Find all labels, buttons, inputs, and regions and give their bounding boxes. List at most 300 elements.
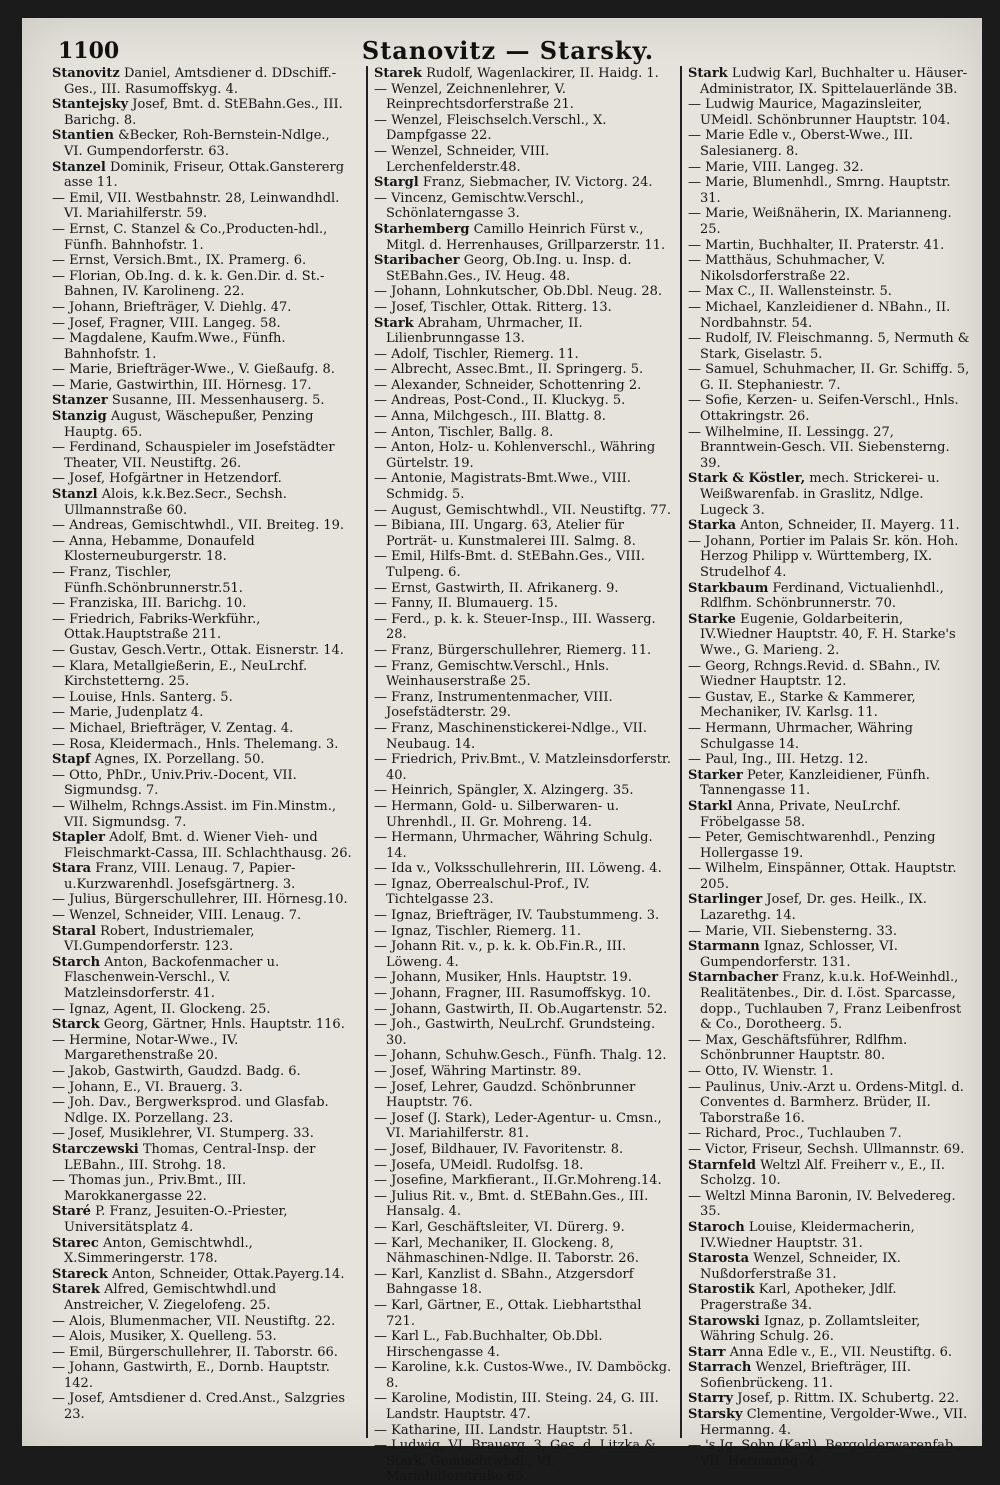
- directory-entry: [374, 378, 674, 394]
- directory-entry: [374, 877, 674, 908]
- directory-page: [22, 18, 982, 1485]
- entry-details: — Ignaz, Tischler, Riemerg. 11.: [374, 923, 582, 939]
- entry-surname: Starczewski: [52, 1141, 139, 1157]
- directory-entry: [688, 1391, 970, 1407]
- entry-surname: Stargl: [374, 175, 419, 191]
- directory-entry: [374, 518, 674, 549]
- entry-details: Susanne, III. Messenhauserg. 5.: [111, 393, 325, 409]
- entry-details: — Florian, Ob.Ing. d. k. k. Gen.Dir. d. St.-Bahnen, IV. Karolineng. 22.: [52, 268, 325, 300]
- entry-details: — Josef, Musiklehrer, VI. Stumperg. 33.: [52, 1126, 314, 1142]
- entry-details: — Wenzel, Schneider, VIII. Lenaug. 7.: [52, 908, 302, 924]
- entry-details: — Ludwig Maurice, Magazinsleiter, UMeidl. Schönbrunner Hauptstr. 104.: [688, 97, 951, 128]
- entry-surname: Starkl: [688, 798, 733, 814]
- entry-surname: Staré: [52, 1204, 91, 1220]
- directory-entry: [52, 1204, 352, 1235]
- directory-entry: [374, 783, 674, 799]
- entry-details: Franz, k.u.k. Hof-Weinhdl., Realitätenbes., Dir. d. I.öst. Sparcasse, dopp., Tuchlauben 7, Franz Leibenfrost & Co., Dorotheerg. 5.: [700, 970, 962, 1033]
- entry-surname: Stark & Köstler,: [688, 471, 806, 487]
- page-number: 1100: [58, 38, 120, 64]
- directory-entry: [688, 612, 970, 659]
- running-title: Stanovitz — Starsky.: [361, 36, 655, 65]
- entry-details: — Wilhelm, Einspänner, Ottak. Hauptstr. 205.: [688, 861, 957, 892]
- entry-surname: Staral: [52, 923, 97, 939]
- entry-details: — Rudolf, IV. Fleischmanng. 5, Nermuth & Stark, Giselastr. 5.: [688, 331, 970, 362]
- directory-entry: [52, 222, 352, 253]
- entry-details: — Franz, Tischler, Fünfh.Schönbrunnerstr.51.: [52, 565, 243, 596]
- entry-details: — Klara, Metallgießerin, E., NeuLrchf. Kirchstetterng. 25.: [52, 658, 308, 690]
- directory-entry: [374, 1048, 674, 1064]
- entry-details: — Ludwig, VI. Brauerg. 3, Ges. d. Litzka & Stark, Gemischtwhdl., VI. Mariahilferstraße 65.: [374, 1438, 656, 1485]
- directory-entry: [688, 830, 970, 861]
- entry-surname: Stanovitz: [52, 66, 120, 81]
- directory-entry: [688, 518, 970, 534]
- entry-details: Anna Edle v., E., VII. Neustiftg. 6.: [729, 1344, 952, 1360]
- directory-entry: [688, 970, 970, 1032]
- directory-entry: [374, 1267, 674, 1298]
- column-3: [680, 66, 970, 1469]
- entry-details: — Hermine, Notar-Wwe., IV. Margarethenstraße 20.: [52, 1032, 239, 1064]
- directory-entry: [52, 1126, 352, 1142]
- entry-details: — Michael, Kanzleidiener d. NBahn., II. Nordbahnstr. 54.: [688, 299, 951, 331]
- entry-details: — Samuel, Schuhmacher, II. Gr. Schiffg. 5, G. II. Stephaniestr. 7.: [688, 362, 970, 393]
- directory-entry: [688, 581, 970, 612]
- directory-entry: [52, 66, 352, 97]
- directory-entry: [688, 1360, 970, 1391]
- directory-entry: [374, 1080, 674, 1111]
- entry-details: — Otto, PhDr., Univ.Priv.-Docent, VII. Sigmundsg. 7.: [52, 767, 297, 799]
- entry-details: — Sofie, Kerzen- u. Seifen-Verschl., Hnls. Ottakringstr. 26.: [688, 393, 959, 425]
- entry-details: — Johann, E., VI. Brauerg. 3.: [52, 1079, 243, 1095]
- directory-entry: [52, 612, 352, 643]
- entry-surname: Starker: [688, 767, 743, 783]
- entry-details: — Richard, Proc., Tuchlauben 7.: [688, 1126, 902, 1142]
- entry-details: — Matthäus, Schuhmacher, V. Nikolsdorferstraße 22.: [688, 253, 886, 284]
- entry-details: &Becker, Roh-Bernstein-Ndlge., VI. Gumpendorferstr. 63.: [64, 128, 330, 159]
- directory-entry: [374, 939, 674, 970]
- entry-details: Peter, Kanzleidiener, Fünfh. Tannengasse 11.: [700, 767, 930, 799]
- directory-entry: [374, 1111, 674, 1142]
- entry-details: — Franziska, III. Barichg. 10.: [52, 596, 247, 612]
- entry-details: Anton, Schneider, II. Mayerg. 11.: [740, 518, 960, 534]
- entry-details: Karl, Apotheker, Jdlf. Pragerstraße 34.: [700, 1282, 897, 1313]
- entry-details: Robert, Industriemaler, VI.Gumpendorferstr. 123.: [64, 923, 255, 955]
- entry-details: — Wenzel, Schneider, VIII. Lerchenfelderstr.48.: [374, 143, 550, 175]
- entry-details: — Max, Geschäftsführer, Rdlfhm. Schönbrunner Hauptstr. 80.: [688, 1032, 908, 1064]
- entry-details: — Johann, Portier im Palais Sr. kön. Hoh. Herzog Philipp v. Württemberg, IX. Strudelhof 4.: [688, 533, 959, 580]
- entry-details: — Louise, Hnls. Santerg. 5.: [52, 689, 233, 705]
- entry-details: — Michael, Briefträger, V. Zentag. 4.: [52, 720, 294, 736]
- directory-entry: [52, 892, 352, 908]
- entry-details: — Josefine, Markfierant., II.Gr.Mohreng.14.: [374, 1173, 662, 1189]
- entry-details: — Hermann, Uhrmacher, Währing Schulgasse 14.: [688, 720, 913, 752]
- directory-entry: [52, 378, 352, 394]
- entry-details: — Johann Rit. v., p. k. k. Ob.Fin.R., III. Löweng. 4.: [374, 939, 627, 970]
- entry-details: — Josef (J. Stark), Leder-Agentur- u. Cmsn., VI. Mariahilferstr. 81.: [374, 1110, 662, 1142]
- entry-details: — Paul, Ing., III. Hetzg. 12.: [688, 752, 869, 768]
- directory-entry: [374, 643, 674, 659]
- entry-details: — Ignaz, Agent, II. Glockeng. 25.: [52, 1001, 271, 1017]
- entry-details: Franz, VIII. Lenaug. 7, Papier-u.Kurzwarenhdl. Josefsgärtnerg. 3.: [64, 861, 296, 892]
- entry-details: — Franz, Gemischtw.Verschl., Hnls. Weinhauserstraße 25.: [374, 658, 610, 690]
- directory-entry: [688, 471, 970, 518]
- entry-details: — Marie, VIII. Langeg. 32.: [688, 159, 864, 175]
- entry-details: — Johann, Musiker, Hnls. Hauptstr. 19.: [374, 970, 632, 986]
- directory-entry: [52, 518, 352, 534]
- directory-entry: [52, 861, 352, 892]
- entry-surname: Stantien: [52, 128, 114, 144]
- entry-details: — Karl L., Fab.Buchhalter, Ob.Dbl. Hirschengasse 4.: [374, 1329, 603, 1360]
- entry-details: Ferdinand, Victualienhdl., Rdlfhm. Schönbrunnerstr. 70.: [700, 580, 944, 612]
- directory-entry: [374, 316, 674, 347]
- directory-entry: [52, 643, 352, 659]
- entry-surname: Stara: [52, 861, 92, 877]
- entry-details: — Joh., Gastwirth, NeuLrchf. Grundsteing. 30.: [374, 1017, 656, 1048]
- entry-details: — Wilhelm, Rchngs.Assist. im Fin.Minstm., VII. Sigmundsg. 7.: [52, 798, 337, 830]
- entry-details: — Johann, Gastwirth, E., Dornb. Hauptstr. 142.: [52, 1360, 330, 1391]
- entry-surname: Stanzel: [52, 159, 106, 175]
- entry-surname: Starkbaum: [688, 580, 769, 596]
- directory-entry: [374, 191, 674, 222]
- directory-entry: [374, 970, 674, 986]
- entry-details: Louise, Kleidermacherin, IV.Wiedner Hauptstr. 31.: [700, 1219, 915, 1251]
- entry-details: — Heinrich, Spängler, X. Alzingerg. 35.: [374, 783, 634, 799]
- directory-entry: [688, 768, 970, 799]
- directory-entry: [374, 1220, 674, 1236]
- directory-entry: [52, 1033, 352, 1064]
- directory-entry: [374, 1017, 674, 1048]
- entry-details: — Josef, Fragner, VIII. Langeg. 58.: [52, 315, 281, 331]
- entry-details: Wenzel, Briefträger, III. Sofienbrückeng. 11.: [700, 1360, 912, 1391]
- entry-details: — Friedrich, Fabriks-Werkführ., Ottak.Hauptstraße 211.: [52, 611, 261, 643]
- directory-entry: [374, 253, 674, 284]
- directory-entry: [374, 175, 674, 191]
- directory-entry: [688, 752, 970, 768]
- entry-details: Josef, p. Rittm. IX. Schubertg. 22.: [737, 1391, 960, 1407]
- directory-entry: [374, 752, 674, 783]
- directory-entry: [374, 1173, 674, 1189]
- entry-details: — Albrecht, Assec.Bmt., II. Springerg. 5.: [374, 362, 644, 378]
- directory-entry: [688, 659, 970, 690]
- entry-surname: Stapf: [52, 752, 91, 768]
- entry-surname: Starec: [52, 1235, 99, 1251]
- directory-entry: [374, 300, 674, 316]
- directory-entry: [688, 861, 970, 892]
- column-2: [366, 66, 674, 1485]
- directory-columns: [52, 66, 970, 1485]
- entry-details: — Ignaz, Oberrealschul-Prof., IV. Tichtelgasse 23.: [374, 876, 590, 908]
- directory-entry: [374, 503, 674, 519]
- entry-details: Georg, Gärtner, Hnls. Hauptstr. 116.: [103, 1017, 345, 1033]
- entry-details: Dominik, Friseur, Ottak.Ganstererg asse 11.: [64, 159, 345, 191]
- directory-entry: [52, 128, 352, 159]
- entry-details: — Anton, Tischler, Ballg. 8.: [374, 424, 554, 440]
- directory-entry: [52, 659, 352, 690]
- entry-details: — Karl, Kanzlist d. SBahn., Atzgersdorf Bahngasse 18.: [374, 1266, 634, 1298]
- directory-entry: [374, 861, 674, 877]
- directory-entry: [52, 908, 352, 924]
- directory-entry: [688, 892, 970, 923]
- entry-details: — Wilhelmine, II. Lessingg. 27, Branntwein-Gesch. VII. Siebensterng. 39.: [688, 424, 950, 471]
- directory-entry: [374, 1189, 674, 1220]
- directory-entry: [374, 659, 674, 690]
- entry-details: Rudolf, Wagenlackirer, II. Haidg. 1.: [426, 66, 659, 81]
- entry-surname: Stapler: [52, 830, 105, 846]
- directory-entry: [688, 1064, 970, 1080]
- entry-details: — Karl, Gärtner, E., Ottak. Liebhartsthal 721.: [374, 1297, 642, 1329]
- entry-details: Anton, Backofenmacher u. Flaschenwein-Verschl., V. Matzleinsdorferstr. 41.: [64, 954, 280, 1002]
- entry-details: Eugenie, Goldarbeiterin, IV.Wiedner Hauptstr. 40, F. H. Starke's Wwe., G. Marieng. 2.: [700, 611, 956, 658]
- directory-entry: [688, 1438, 970, 1469]
- directory-entry: [374, 830, 674, 861]
- directory-entry: [688, 175, 970, 206]
- entry-details: Wenzel, Schneider, IX. Nußdorferstraße 31.: [700, 1251, 901, 1282]
- directory-entry: [374, 596, 674, 612]
- directory-entry: [374, 144, 674, 175]
- entry-details: — Hermann, Uhrmacher, Währing Schulg. 14.: [374, 830, 653, 861]
- entry-surname: Starch: [52, 954, 101, 970]
- entry-details: — Marie, Blumenhdl., Smrng. Hauptstr. 31.: [688, 175, 951, 206]
- directory-entry: [374, 425, 674, 441]
- entry-surname: Starnfeld: [688, 1157, 757, 1173]
- directory-entry: [52, 316, 352, 332]
- entry-details: Weltzl Alf. Freiherr v., E., II. Scholzg. 10.: [700, 1157, 946, 1189]
- entry-details: — Wenzel, Zeichnenlehrer, V. Reinprechtsdorferstraße 21.: [374, 81, 574, 113]
- entry-details: — Jakob, Gastwirth, Gaudzd. Badg. 6.: [52, 1064, 301, 1079]
- entry-details: — Karl, Geschäftsleiter, VI. Dürerg. 9.: [374, 1219, 625, 1235]
- directory-entry: [52, 737, 352, 753]
- entry-details: — Adolf, Tischler, Riemerg. 11.: [374, 346, 579, 362]
- entry-details: — Alois, Musiker, X. Quelleng. 53.: [52, 1329, 277, 1345]
- directory-entry: [688, 1126, 970, 1142]
- directory-entry: [52, 1314, 352, 1330]
- entry-details: — Vincenz, Gemischtw.Verschl., Schönlaterngasse 3.: [374, 190, 584, 222]
- entry-details: — Weltzl Minna Baronin, IV. Belvedereg. 35.: [688, 1188, 956, 1220]
- entry-surname: Staribacher: [374, 253, 460, 269]
- entry-details: — Johann, Lohnkutscher, Ob.Dbl. Neug. 28.: [374, 284, 663, 300]
- directory-entry: [688, 1189, 970, 1220]
- entry-details: — Marie, Briefträger-Wwe., V. Gießaufg. 8.: [52, 362, 335, 378]
- directory-entry: [374, 549, 674, 580]
- directory-entry: [374, 1438, 674, 1485]
- directory-entry: [52, 768, 352, 799]
- directory-entry: [52, 721, 352, 737]
- directory-entry: [688, 393, 970, 424]
- directory-entry: [52, 705, 352, 721]
- directory-entry: [52, 1391, 352, 1422]
- entry-details: — Thomas jun., Priv.Bmt., III. Marokkanergasse 22.: [52, 1173, 247, 1204]
- entry-details: — Alois, Blumenmacher, VII. Neustiftg. 22.: [52, 1313, 336, 1329]
- entry-surname: Starke: [688, 611, 736, 627]
- entry-surname: Staroch: [688, 1219, 745, 1235]
- page-header: [58, 32, 958, 66]
- entry-details: — Johann, Fragner, III. Rasumoffskyg. 10.: [374, 986, 651, 1002]
- directory-entry: [688, 1407, 970, 1438]
- directory-entry: [688, 1158, 970, 1189]
- entry-surname: Stanzig: [52, 409, 107, 425]
- directory-entry: [374, 1142, 674, 1158]
- entry-details: — Gustav, Gesch.Vertr., Ottak. Eisnerstr. 14.: [52, 642, 344, 658]
- directory-entry: [688, 1080, 970, 1127]
- directory-entry: [52, 1017, 352, 1033]
- entry-details: Agnes, IX. Porzellang. 50.: [94, 752, 265, 768]
- entry-surname: Starry: [688, 1391, 734, 1407]
- directory-entry: [688, 238, 970, 254]
- entry-surname: Starnbacher: [688, 970, 779, 986]
- entry-details: — Josefa, UMeidl. Rudolfsg. 18.: [374, 1157, 584, 1173]
- directory-entry: [374, 1236, 674, 1267]
- directory-entry: [52, 1173, 352, 1204]
- entry-details: — Johann, Briefträger, V. Diehlg. 47.: [52, 299, 292, 315]
- directory-entry: [374, 581, 674, 597]
- directory-entry: [688, 534, 970, 581]
- entry-details: Anton, Schneider, Ottak.Payerg.14.: [112, 1266, 345, 1282]
- directory-entry: [52, 362, 352, 378]
- directory-entry: [52, 160, 352, 191]
- directory-entry: [52, 1002, 352, 1018]
- entry-surname: Starek: [52, 1282, 100, 1298]
- directory-entry: [688, 66, 970, 97]
- entry-details: — Fanny, II. Blumauerg. 15.: [374, 596, 558, 612]
- directory-entry: [688, 721, 970, 752]
- directory-entry: [52, 690, 352, 706]
- directory-entry: [52, 955, 352, 1002]
- directory-entry: [374, 113, 674, 144]
- directory-entry: [374, 1298, 674, 1329]
- entry-surname: Starosta: [688, 1251, 750, 1267]
- directory-entry: [52, 1329, 352, 1345]
- entry-details: — Franz, Bürgerschullehrer, Riemerg. 11.: [374, 642, 652, 658]
- entry-details: Daniel, Amtsdiener d. DDschiff.-Ges., III. Rasumoffskyg. 4.: [64, 66, 337, 97]
- directory-entry: [52, 1080, 352, 1096]
- entry-details: — Otto, IV. Wienstr. 1.: [688, 1064, 834, 1079]
- directory-entry: [52, 1282, 352, 1313]
- entry-details: — Marie Edle v., Oberst-Wwe., III. Salesianerg. 8.: [688, 128, 913, 159]
- directory-entry: [688, 1314, 970, 1345]
- entry-details: — Marie, VII. Siebensterng. 33.: [688, 923, 898, 939]
- entry-details: — Emil, VII. Westbahnstr. 28, Leinwandhdl. VI. Mariahilferstr. 59.: [52, 190, 340, 222]
- directory-entry: [374, 471, 674, 502]
- entry-details: — Josef, Amtsdiener d. Cred.Anst., Salzgries 23.: [52, 1391, 346, 1423]
- entry-details: — Josef, Tischler, Ottak. Ritterg. 13.: [374, 299, 612, 315]
- entry-surname: Starr: [688, 1344, 726, 1360]
- directory-entry: [688, 1220, 970, 1251]
- directory-entry: [52, 534, 352, 565]
- directory-entry: [52, 97, 352, 128]
- directory-entry: [52, 253, 352, 269]
- entry-details: — Paulinus, Univ.-Arzt u. Ordens-Mitgl. d. Conventes d. Barmherz. Brüder, II. Taborstraße 16.: [688, 1079, 964, 1126]
- entry-details: Anton, Gemischtwhdl., X.Simmeringerstr. 178.: [64, 1235, 253, 1267]
- directory-entry: [52, 393, 352, 409]
- entry-details: mech. Strickerei- u. Weißwarenfab. in Graslitz, Ndlge. Lugeck 3.: [700, 471, 940, 518]
- directory-entry: [52, 1064, 352, 1080]
- entry-details: — Bibiana, III. Ungarg. 63, Atelier für Porträt- u. Kunstmalerei III. Salmg. 8.: [374, 518, 636, 549]
- entry-surname: Starrach: [688, 1360, 752, 1376]
- directory-entry: [374, 222, 674, 253]
- directory-entry: [374, 393, 674, 409]
- entry-details: — Marie, Judenplatz 4.: [52, 705, 204, 721]
- directory-entry: [688, 939, 970, 970]
- entry-surname: Stanzl: [52, 487, 98, 503]
- entry-details: Franz, Siebmacher, IV. Victorg. 24.: [422, 175, 653, 191]
- entry-details: — Josef, Währing Martinstr. 89.: [374, 1064, 582, 1079]
- directory-entry: [52, 596, 352, 612]
- entry-surname: Starhemberg: [374, 221, 470, 237]
- entry-details: Ludwig Karl, Buchhalter u. Häuser-Administrator, IX. Spittelauerlände 3B.: [700, 66, 968, 97]
- entry-details: — Peter, Gemischtwarenhdl., Penzing Hollergasse 19.: [688, 830, 936, 861]
- directory-entry: [52, 830, 352, 861]
- entry-details: Georg, Ob.Ing. u. Insp. d. StEBahn.Ges., IV. Heug. 48.: [386, 253, 632, 284]
- directory-entry: [688, 1345, 970, 1361]
- directory-entry: [688, 425, 970, 472]
- directory-entry: [688, 128, 970, 159]
- entry-surname: Starek: [374, 66, 422, 81]
- entry-details: — Julius, Bürgerschullehrer, III. Hörnesg.10.: [52, 892, 348, 908]
- directory-entry: [374, 409, 674, 425]
- entry-surname: Stark: [688, 66, 728, 81]
- entry-details: — Johann, Gastwirth, II. Ob.Augartenstr. 52.: [374, 1001, 668, 1017]
- directory-entry: [374, 284, 674, 300]
- directory-entry: [688, 1033, 970, 1064]
- entry-details: — Friedrich, Priv.Bmt., V. Matzleinsdorferstr. 40.: [374, 752, 671, 783]
- directory-entry: [374, 1002, 674, 1018]
- entry-details: — Karoline, Modistin, III. Steing. 24, G. III. Landstr. Hauptstr. 47.: [374, 1391, 659, 1423]
- entry-details: — Alexander, Schneider, Schottenring 2.: [374, 377, 642, 393]
- directory-entry: [52, 440, 352, 471]
- entry-surname: Starmann: [688, 939, 760, 955]
- directory-entry: [374, 440, 674, 471]
- entry-details: August, Wäschepußer, Penzing Hauptg. 65.: [64, 409, 314, 440]
- directory-entry: [374, 82, 674, 113]
- entry-details: — Wenzel, Fleischselch.Verschl., X. Dampfgasse 22.: [374, 112, 607, 144]
- entry-surname: Stareck: [52, 1266, 108, 1282]
- directory-entry: [688, 362, 970, 393]
- directory-entry: [52, 565, 352, 596]
- entry-details: Camillo Heinrich Fürst v., Mitgl. d. Herrenhauses, Grillparzerstr. 11.: [386, 221, 666, 253]
- entry-details: — August, Gemischtwhdl., VII. Neustiftg. 77.: [374, 502, 671, 518]
- directory-entry: [374, 721, 674, 752]
- entry-details: — Andreas, Gemischtwhdl., VII. Breiteg. 19.: [52, 518, 345, 534]
- directory-entry: [52, 1360, 352, 1391]
- directory-entry: [52, 1267, 352, 1283]
- directory-entry: [374, 347, 674, 363]
- directory-entry: [52, 1095, 352, 1126]
- entry-surname: Stanzer: [52, 393, 108, 409]
- entry-details: — Martin, Buchhalter, II. Praterstr. 41.: [688, 237, 945, 253]
- entry-details: Adolf, Bmt. d. Wiener Vieh- und Fleischmarkt-Cassa, III. Schlachthausg. 26.: [64, 830, 352, 861]
- entry-details: P. Franz, Jesuiten-O.-Priester, Universitätsplatz 4.: [64, 1204, 288, 1235]
- entry-details: — Johann, Schuhw.Gesch., Fünfh. Thalg. 12.: [374, 1048, 667, 1064]
- directory-entry: [374, 1391, 674, 1422]
- entry-details: — Ernst, Gastwirth, II. Afrikanerg. 9.: [374, 580, 619, 596]
- entry-details: — Katharine, III. Landstr. Hauptstr. 51.: [374, 1422, 633, 1438]
- directory-entry: [374, 66, 674, 82]
- column-1: [52, 66, 352, 1438]
- directory-entry: [688, 924, 970, 940]
- directory-entry: [52, 752, 352, 768]
- entry-details: — Victor, Friseur, Sechsh. Ullmannstr. 69.: [688, 1141, 965, 1157]
- entry-details: — Julius Rit. v., Bmt. d. StEBahn.Ges., III. Hansalg. 4.: [374, 1188, 649, 1220]
- directory-entry: [374, 362, 674, 378]
- directory-entry: [52, 1142, 352, 1173]
- directory-entry: [374, 908, 674, 924]
- entry-details: — Josef, Bildhauer, IV. Favoritenstr. 8.: [374, 1141, 624, 1157]
- entry-details: — Karoline, k.k. Custos-Wwe., IV. Damböckg. 8.: [374, 1360, 672, 1391]
- directory-entry: [374, 986, 674, 1002]
- directory-entry: [52, 191, 352, 222]
- directory-entry: [374, 690, 674, 721]
- entry-details: Abraham, Uhrmacher, II. Lilienbrunngasse 13.: [386, 315, 583, 347]
- entry-details: — Ferdinand, Schauspieler im Josefstädter Theater, VII. Neustiftg. 26.: [52, 440, 335, 471]
